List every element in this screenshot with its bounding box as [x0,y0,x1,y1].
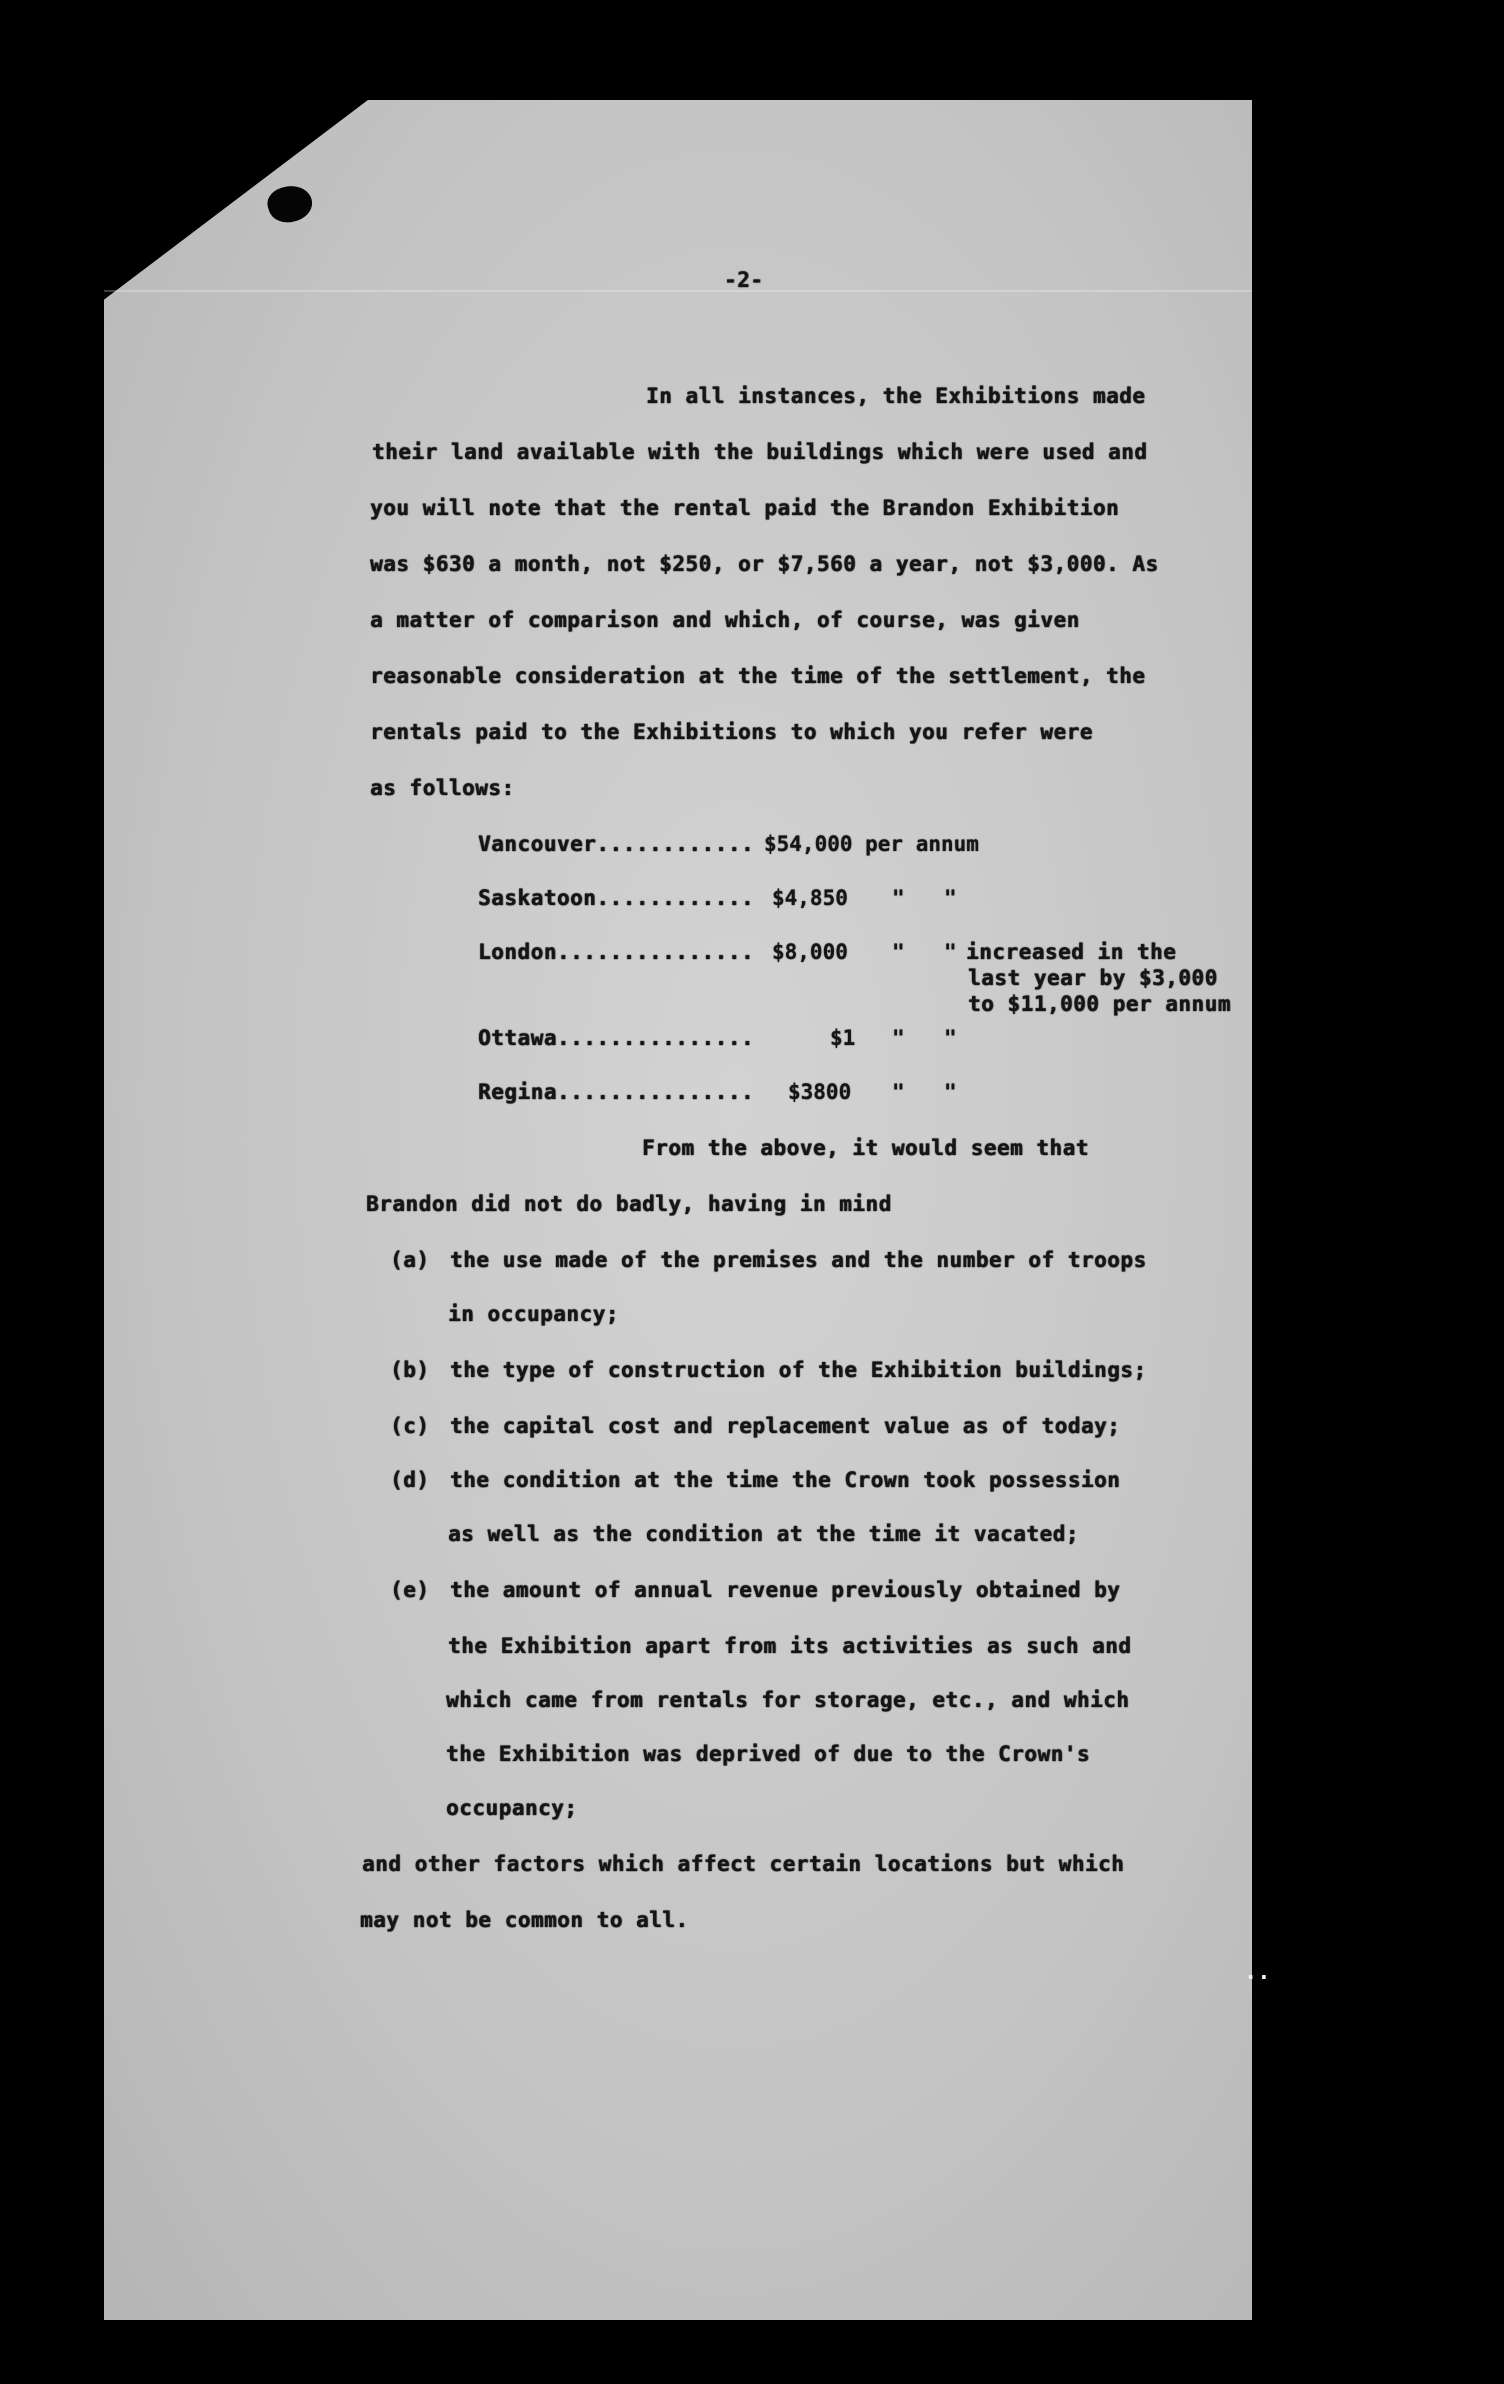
london-note-line-1: increased in the [966,940,1177,964]
rental-amount-regina: $3800 [788,1080,852,1104]
ditto-london-2: " [944,940,957,964]
item-c-label: (c) [390,1414,430,1438]
item-d-label: (d) [390,1468,430,1492]
item-e-line-2: the Exhibition apart from its activities as such and [448,1634,1132,1658]
item-b-label: (b) [390,1358,430,1382]
ditto-regina-2: " [944,1080,957,1104]
para1-line-5: a matter of comparison and which, of course, was given [370,608,1080,632]
para2-line-2: Brandon did not do badly, having in mind [366,1192,892,1216]
london-note-line-2: last year by $3,000 [968,966,1218,990]
item-d-line-2: as well as the condition at the time it vacated; [448,1522,1079,1546]
rental-city-regina: Regina............... [478,1080,755,1104]
para1-line-3: you will note that the rental paid the Brandon Exhibition [370,496,1120,520]
item-e-line-4: the Exhibition was deprived of due to the Crown's [446,1742,1091,1766]
item-e-label: (e) [390,1578,430,1602]
para1-line-2: their land available with the buildings which were used and [372,440,1148,464]
closing-line-1: and other factors which affect certain locations but which [362,1852,1125,1876]
para2-line-1: From the above, it would seem that [642,1136,1089,1160]
ditto-saskatoon-1: " [892,886,905,910]
item-e-line-3: which came from rentals for storage, etc., and which [446,1688,1130,1712]
item-e-line-1: the amount of annual revenue previously obtained by [450,1578,1121,1602]
ditto-regina-1: " [892,1080,905,1104]
item-a-line-2: in occupancy; [448,1302,619,1326]
item-c-line-1: the capital cost and replacement value as of today; [450,1414,1121,1438]
rental-city-ottawa: Ottawa............... [478,1026,755,1050]
rental-city-saskatoon: Saskatoon............ [478,886,755,910]
para1-line-7: rentals paid to the Exhibitions to which you refer were [370,720,1093,744]
para1-line-4: was $630 a month, not $250, or $7,560 a year, not $3,000. As [370,552,1159,576]
item-a-label: (a) [390,1248,430,1272]
ditto-saskatoon-2: " [944,886,957,910]
para1-line-6: reasonable consideration at the time of the settlement, the [370,664,1146,688]
rental-city-vancouver: Vancouver............ [478,832,755,856]
closing-line-2: may not be common to all. [360,1908,689,1932]
item-d-line-1: the condition at the time the Crown took possession [450,1468,1121,1492]
page-number: -2- [724,268,764,292]
item-e-line-5: occupancy; [446,1796,578,1820]
rental-city-london: London............... [478,940,755,964]
item-a-line-1: the use made of the premises and the number of troops [450,1248,1147,1272]
para1-line-8: as follows: [370,776,515,800]
london-note-line-3: to $11,000 per annum [968,992,1231,1016]
continuation-mark: .. [1244,1960,1271,1985]
rental-amount-saskatoon: $4,850 [772,886,848,910]
ditto-ottawa-1: " [892,1026,905,1050]
rental-amount-vancouver: $54,000 per annum [764,832,979,856]
rental-amount-london: $8,000 [772,940,848,964]
item-b-line-1: the type of construction of the Exhibition buildings; [450,1358,1147,1382]
rental-amount-ottawa: $1 [830,1026,856,1050]
fold-line [104,290,1252,292]
ditto-ottawa-2: " [944,1026,957,1050]
ditto-london-1: " [892,940,905,964]
para1-line-1: In all instances, the Exhibitions made [646,384,1146,408]
